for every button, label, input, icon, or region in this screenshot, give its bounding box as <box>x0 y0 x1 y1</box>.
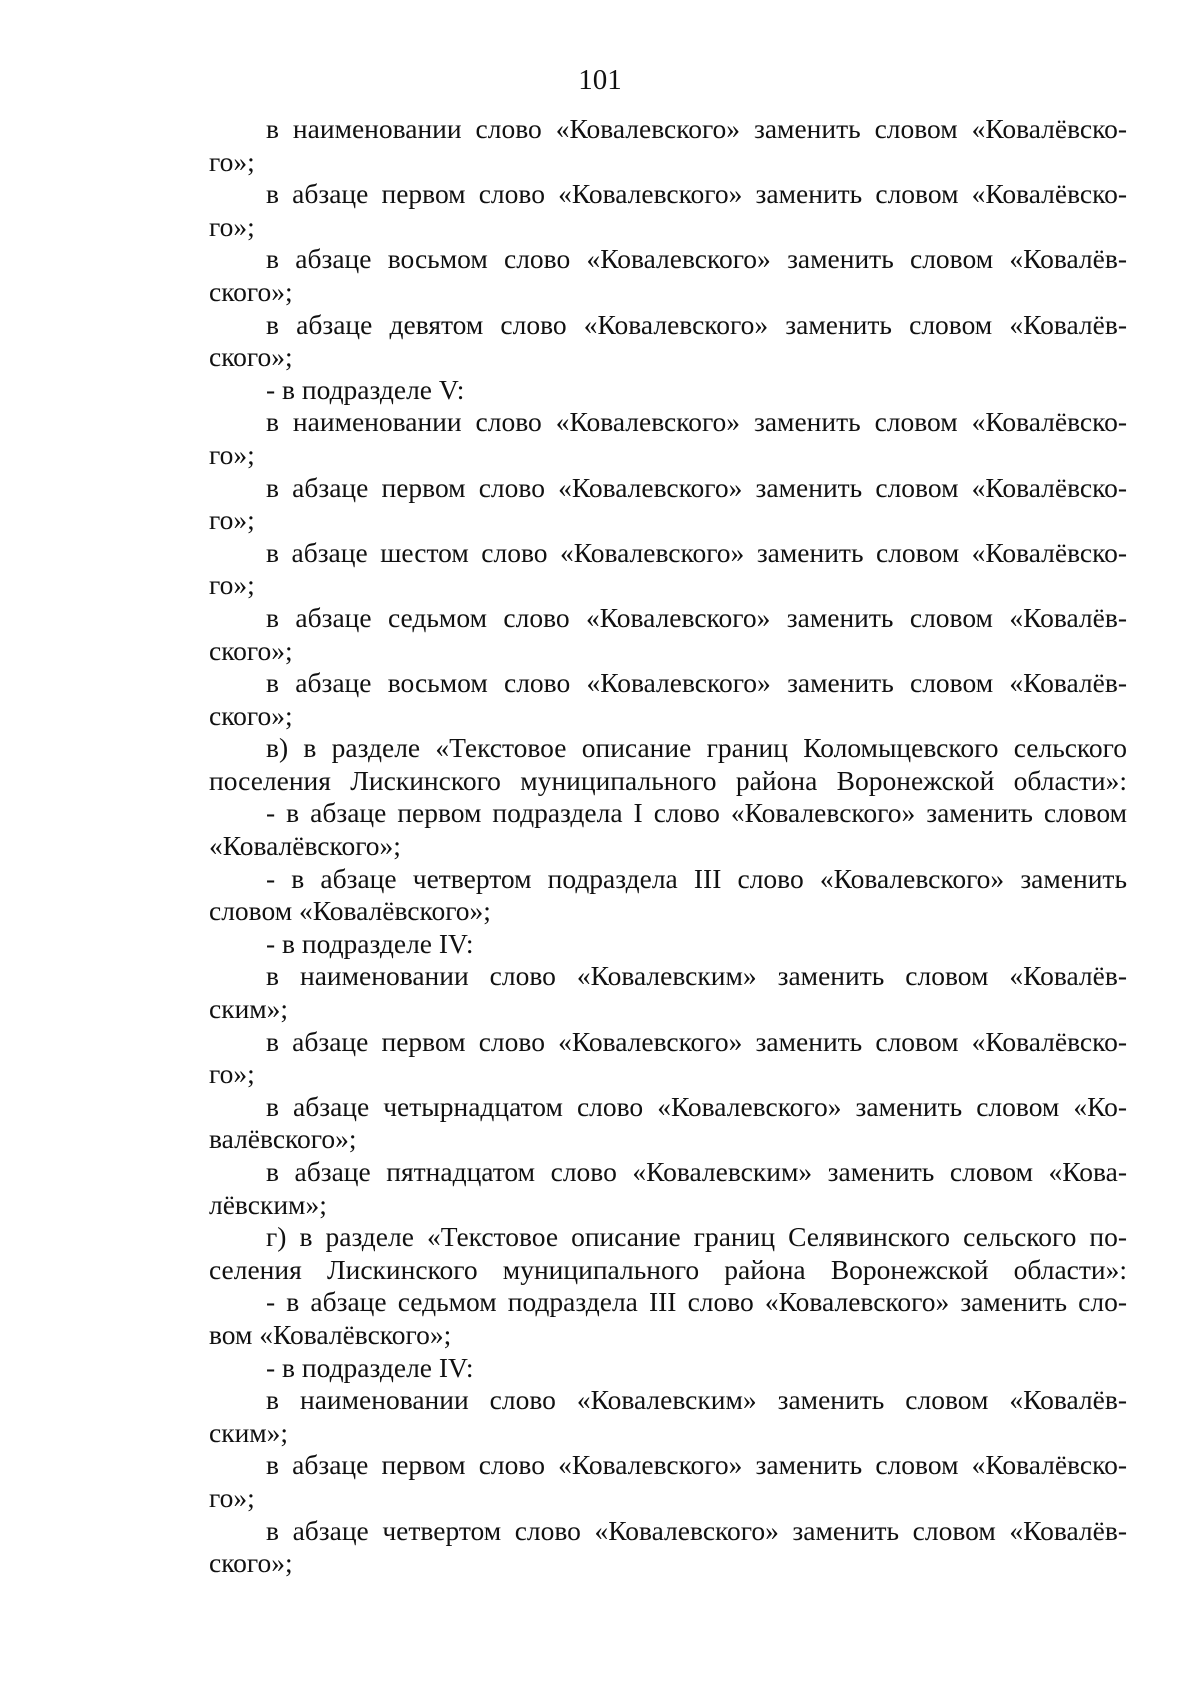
text-line: вом «Ковалёвского»; <box>209 1318 452 1350</box>
text-line: го»; <box>209 569 255 601</box>
text-line: го»; <box>209 504 255 536</box>
text-line: в абзаце первом слово «Ковалевского» заменить словом «Ковалёвско- <box>266 471 1127 503</box>
text-line: ским»; <box>209 993 289 1025</box>
text-line: в абзаце седьмом слово «Ковалевского» заменить словом «Ковалёв- <box>266 601 1127 633</box>
text-line: в абзаце восьмом слово «Ковалевского» заменить словом «Ковалёв- <box>266 667 1127 699</box>
text-line: ского»; <box>209 634 293 666</box>
text-line: го»; <box>209 1481 255 1513</box>
text-line: в наименовании слово «Ковалевского» заменить словом «Ковалёвско- <box>266 113 1127 144</box>
text-line: ского»; <box>209 1547 293 1579</box>
text-line: «Ковалёвского»; <box>209 830 401 862</box>
text-line: го»; <box>209 210 255 242</box>
text-line: в) в разделе «Текстовое описание границ Коломыцевского сельского <box>266 732 1127 764</box>
text-line: в абзаце шестом слово «Ковалевского» заменить словом «Ковалёвско- <box>266 536 1127 568</box>
text-line: валёвского»; <box>209 1123 357 1155</box>
text-line: ского»; <box>209 275 293 307</box>
text-line: - в подразделе V: <box>266 373 465 405</box>
text-line: в наименовании слово «Ковалевского» заменить словом «Ковалёвско- <box>266 406 1127 438</box>
text-line: в абзаце первом слово «Ковалевского» заменить словом «Ковалёвско- <box>266 178 1127 210</box>
page-number: 101 <box>578 64 622 96</box>
text-line: в абзаце первом слово «Ковалевского» заменить словом «Ковалёвско- <box>266 1025 1127 1057</box>
text-line: ского»; <box>209 341 293 373</box>
text-line: селения Лискинского муниципального района Воронежской области»: <box>209 1253 1127 1285</box>
text-line: - в абзаце четвертом подраздела III слово «Ковалевского» заменить <box>266 862 1127 894</box>
text-line: - в абзаце первом подраздела I слово «Ковалевского» заменить словом <box>266 797 1127 829</box>
text-line: словом «Ковалёвского»; <box>209 895 491 927</box>
text-line: в наименовании слово «Ковалевским» заменить словом «Ковалёв- <box>266 960 1127 992</box>
text-line: в абзаце четырнадцатом слово «Ковалевского» заменить словом «Ко- <box>266 1090 1127 1122</box>
text-line: го»; <box>209 438 255 470</box>
text-line: в абзаце первом слово «Ковалевского» заменить словом «Ковалёвско- <box>266 1449 1127 1481</box>
text-line: поселения Лискинского муниципального района Воронежской области»: <box>209 764 1127 796</box>
text-line: в абзаце девятом слово «Ковалевского» заменить словом «Ковалёв- <box>266 308 1127 340</box>
text-line: го»; <box>209 145 255 177</box>
text-line: ским»; <box>209 1416 289 1448</box>
text-line: го»; <box>209 1058 255 1090</box>
text-line: в абзаце восьмом слово «Ковалевского» заменить словом «Ковалёв- <box>266 243 1127 275</box>
document-body <box>209 113 1127 1580</box>
text-line: - в подразделе IV: <box>266 1351 474 1383</box>
text-line: лёвским»; <box>209 1188 327 1220</box>
text-line: ского»; <box>209 699 293 731</box>
text-line: - в подразделе IV: <box>266 927 474 959</box>
text-line: - в абзаце седьмом подраздела III слово «Ковалевского» заменить сло- <box>266 1286 1127 1318</box>
text-line: в наименовании слово «Ковалевским» заменить словом «Ковалёв- <box>266 1384 1127 1416</box>
text-line: в абзаце пятнадцатом слово «Ковалевским» заменить словом «Кова- <box>266 1156 1127 1187</box>
text-line: г) в разделе «Текстовое описание границ Селявинского сельского по- <box>266 1221 1127 1253</box>
text-line: в абзаце четвертом слово «Ковалевского» заменить словом «Ковалёв- <box>266 1514 1127 1546</box>
